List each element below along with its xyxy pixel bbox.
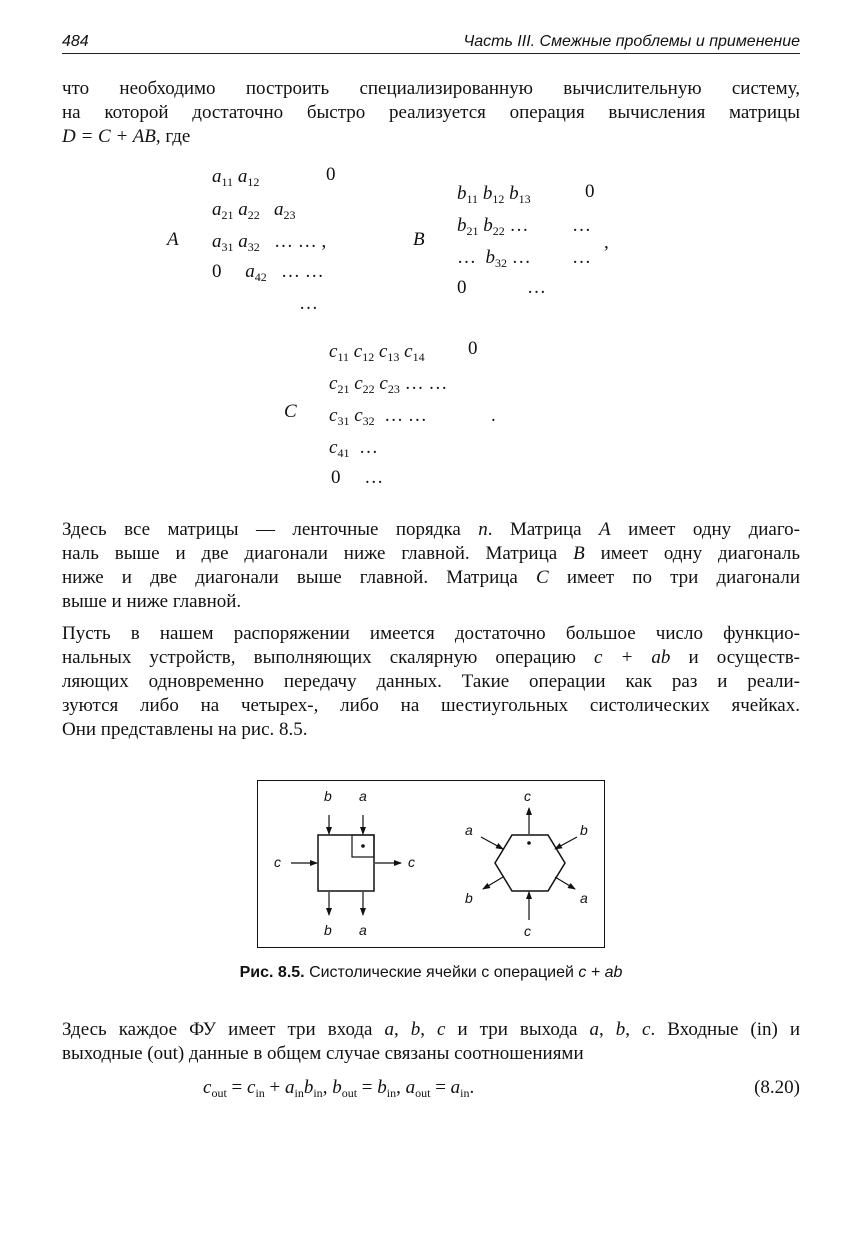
intro-line-2: на которой достаточно быстро реализуется операция вычисления матрицы [62,102,800,123]
para2-line-1: Пусть в нашем распоряжении имеется достаточно большое число функцио- [62,623,800,644]
hex-arrow-upleft-a [481,837,503,849]
matrix-b-row-2-end: … [572,215,591,236]
page-header [62,31,800,54]
para2-line-4: зуются либо на четырех-, либо на шестиугольных систолических ячейках. [62,695,800,716]
square-cell-dot [361,844,365,848]
matrix-c-period: . [491,405,496,426]
figure-diagram [258,781,604,947]
hex-label-bottom-c: c [524,923,531,939]
para1-line-1: Здесь все матрицы — ленточные порядка n. Матрица A имеет одну диаго- [62,519,800,540]
figure-caption [62,964,800,982]
matrix-b-row-2: $b_{21}$ $b_{22}$ … [457,215,529,238]
hex-label-lowleft-b: b [465,890,473,906]
matrix-a-row-5: … [299,293,318,314]
figure-caption-text: Систолические ячейки с операцией [309,964,579,981]
matrix-b-row-1: $b_{11}$ $b_{12}$ $b_{13}$ [457,183,531,206]
hex-label-upleft-a: a [465,822,473,838]
formula-D: D = C + AB [62,126,156,147]
figure-caption-formula: c + ab [578,964,623,981]
figure-caption-label: Рис. 8.5. [239,964,305,981]
page-number: 484 [62,33,89,50]
square-label-bottom-b: b [324,922,332,938]
square-label-bottom-a: a [359,922,367,938]
hex-arrow-lowright-a [555,877,575,889]
hex-arrow-lowleft-b [483,877,503,889]
matrix-a-row-3: $a_{31}$ $a_{32}$ … … , [212,231,327,254]
matrix-c-zero-top: 0 [468,338,478,359]
matrix-c-row-2: $c_{21}$ $c_{22}$ $c_{23}$ … … [329,373,448,396]
square-label-top-a: a [359,788,367,804]
intro-line-3: D = C + AB, где [62,126,191,147]
matrix-a-row-2: $a_{21}$ $a_{22}$ $a_{23}$ [212,199,296,222]
square-cell [318,835,374,891]
matrix-b-zero-top: 0 [585,181,595,202]
matrix-a-row-4: 0 $a_{42}$ … … [212,261,324,284]
hexagon-cell-dot [527,841,531,845]
matrix-b-row-4-dots: … [527,277,546,298]
matrix-b-comma: , [604,232,609,253]
matrix-c-row-3: $c_{31}$ $c_{32}$ … … [329,405,427,428]
equation-8-20: $c_{out} = c_{in} + a_{in}b_{in}$, $b_{out} = b_{in}$, $a_{out} = a_{in}$. [203,1077,475,1100]
matrix-c-row-4: $c_{41}$ … [329,437,378,460]
matrix-b-zero-bottom: 0 [457,277,467,298]
square-label-top-b: b [324,788,332,804]
matrix-c-name: C [284,401,297,422]
figure-systolic-cells [257,780,605,948]
matrix-c-row-5: 0 … [331,467,384,488]
para3-line-1: Здесь каждое ФУ имеет три входа a, b, c и три выхода a, b, c. Входные (in) и [62,1019,801,1040]
matrix-c-row-1: $c_{11}$ $c_{12}$ $c_{13}$ $c_{14}$ [329,341,425,364]
running-title: Часть III. Смежные проблемы и применение [463,33,800,50]
para1-line-2: наль выше и две диагонали ниже главной. Матрица B имеет одну диагональ [62,543,800,564]
intro-line-1: что необходимо построить специализированную вычислительную систему, [62,78,800,99]
hex-label-upright-b: b [580,822,588,838]
hex-arrow-upright-b [555,837,577,849]
equation-number: (8.20) [754,1077,800,1098]
square-label-left-c: c [274,854,281,870]
matrix-a-zero-top: 0 [326,164,336,185]
para2-line-3: ляющих одновременно передачу данных. Такие операции как раз и реали- [62,671,800,692]
para3-line-2: выходные (out) данные в общем случае связаны соотношениями [62,1043,584,1064]
para2-line-2: нальных устройств, выполняющих скалярную операцию c + ab и осуществ- [62,647,800,668]
para1-line-4: выше и ниже главной. [62,591,242,612]
matrix-a-name: A [167,229,179,250]
square-label-right-c: c [408,854,415,870]
para1-line-3: ниже и две диагонали выше главной. Матрица C имеет по три диагонали [62,567,800,588]
para2-line-5: Они представлены на рис. 8.5. [62,719,308,740]
matrix-b-name: B [413,229,425,250]
hex-label-lowright-a: a [580,890,588,906]
matrix-a-row-1: $a_{11}$ $a_{12}$ [212,166,260,189]
hex-label-top-c: c [524,788,531,804]
matrix-b-row-3-end: … [572,247,591,268]
matrix-b-row-3: … $b_{32}$ … [457,247,531,270]
